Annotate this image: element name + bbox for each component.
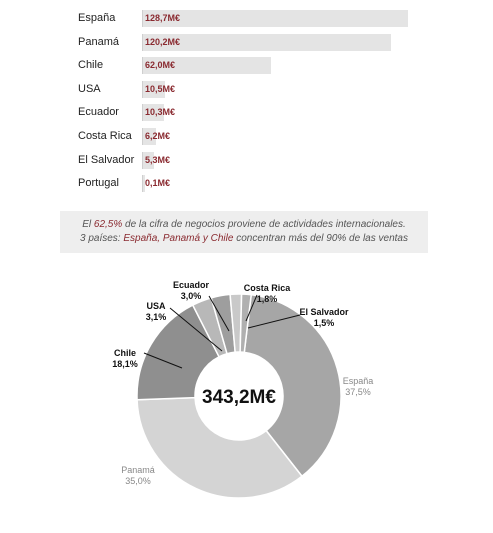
bar-value-label: 120,2M€ [145, 36, 181, 47]
slice-percent-label: 3,1% [145, 312, 167, 322]
bar-category-label: Ecuador [78, 106, 119, 119]
note-line2-pre: 3 países: [80, 233, 124, 244]
note-line-1 [60, 218, 428, 232]
slice-percent-label: 35,0% [125, 476, 151, 486]
bar-value-label: 0,1M€ [145, 178, 171, 189]
bar-category-label: Costa Rica [78, 130, 132, 142]
bar-category-label: USA [78, 82, 101, 95]
bar-category-label: El Salvador [78, 153, 135, 166]
slice-percent-label: 37,5% [345, 387, 371, 397]
slice-name-label: Chile [113, 348, 137, 358]
bar-value-label: 10,3M€ [145, 107, 176, 118]
bar-category-label: España [78, 12, 116, 24]
bar [143, 34, 391, 51]
slice-percent-label: 1,5% [313, 318, 335, 328]
slice-percent-label: 18,1% [112, 359, 138, 369]
slice-percent-label: 1,8% [256, 294, 278, 304]
note-line2-highlight: España, Panamá y Chile [123, 233, 234, 244]
bar-category-label: Panamá [78, 35, 119, 48]
donut-center-total: 343,2M€ [202, 387, 276, 408]
bar-value-label: 128,7M€ [145, 13, 181, 23]
bar-category-label: Portugal [78, 177, 119, 190]
note-line-2 [60, 232, 428, 246]
note-line1-post: de la cifra de negocios proviene de actividades internacionales. [122, 219, 406, 230]
note-line1-highlight: 62,5% [93, 219, 123, 230]
note-line2-post: concentran más del 90% de las ventas [233, 233, 408, 244]
country-bar-chart [0, 0, 493, 200]
summary-note [60, 211, 428, 253]
slice-name-label: Panamá [121, 465, 155, 475]
country-donut-chart [0, 265, 493, 533]
slice-name-label: Costa Rica [243, 283, 291, 293]
bar-value-label: 6,2M€ [145, 131, 171, 141]
slice-name-label: España [342, 376, 374, 386]
slice-name-label: Ecuador [172, 280, 210, 290]
bar [143, 10, 408, 27]
bar-value-label: 62,0M€ [145, 60, 176, 71]
slice-percent-label: 3,0% [180, 291, 202, 301]
bar-value-label: 5,3M€ [145, 154, 171, 165]
bar-category-label: Chile [78, 59, 104, 72]
note-line1-pre: El [82, 219, 94, 230]
bar-value-label: 10,5M€ [145, 83, 176, 94]
slice-name-label: El Salvador [299, 307, 349, 317]
donut-slice [137, 398, 302, 498]
slice-name-label: USA [146, 301, 166, 311]
